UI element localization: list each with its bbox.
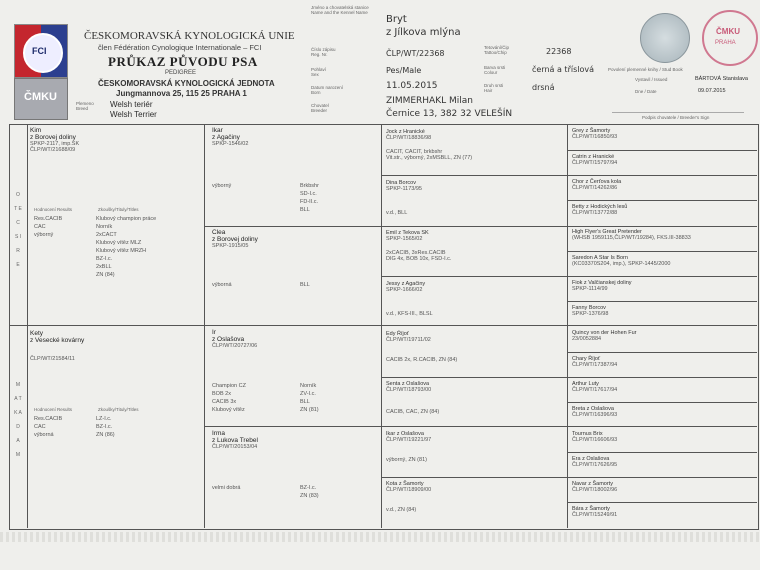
signature-label: Podpis chovatele / Breeder's Sign	[642, 115, 710, 120]
gen2-sire-sire-col2: Brkbshr SD-I.c. FD-II.c. BLL	[300, 183, 319, 213]
breeder-address: Černice 13, 382 32 VELEŠÍN	[386, 109, 513, 119]
gen3-6: Senta z Oslašova ČLP/WT/18793/00 CACIB, CAC, ZN (84)	[386, 381, 440, 415]
gen4-6: Saredon A Star Is Born (KC03370S204, imp.), SPKP-1445/2000	[572, 255, 671, 267]
gen4-8: Fanny Borcov SPKP-1376/98	[572, 305, 609, 317]
sire-side-label: O T E C S I R E	[14, 192, 22, 268]
signature-line	[612, 112, 744, 113]
gen2-sire-sire-col1: výborný	[212, 183, 232, 189]
gen2-dam-dam-col2: BZ-I.c. ZN (83)	[300, 485, 319, 499]
breed-cz: Welsh teriér	[110, 100, 153, 109]
pedigree-table	[9, 124, 759, 530]
gen4-14: Era z Oslašova ČLP/WT/17626/95	[572, 456, 618, 468]
gen4-12: Breta z Oslašova ČLP/WT/16396/93	[572, 406, 618, 418]
doc-title: PRŮKAZ PŮVODU PSA	[108, 54, 258, 69]
club-name: ČESKOMORAVSKÁ KYNOLOGICKÁ JEDNOTA	[98, 79, 275, 88]
gen4-3: Chor z Čerťova kola ČLP/WT/14262/86	[572, 179, 622, 191]
dog-tattoo: 22368	[546, 47, 572, 56]
fci-logo-text: FCI	[32, 46, 47, 56]
breed-label: Plemeno Breed	[76, 101, 94, 111]
born-label: Datum narození Born	[311, 85, 344, 95]
breeder-label: Chovatel Breeder	[311, 103, 329, 113]
gen3-7: Ikar z Oslašova ČLP/WT/19221/97 výborný, ZN (81)	[386, 431, 432, 463]
gen2-dam-dam: Irma z Lukova Trebel ČLP/WT/20153/04	[212, 430, 258, 450]
gen3-5: Edy Říjoť ČLP/WT/19711/02 CACIB 2x, R.CACIB, ZN (84)	[386, 331, 458, 363]
doc-subtitle: PEDIGREE	[165, 70, 197, 76]
club-address: Jungmannova 25, 115 25 PRAHA 1	[116, 89, 247, 98]
gen2-dam-sire: Ir z Oslašova ČLP/WT/20727/06	[212, 329, 258, 349]
gen1-sire-col2: Klubový champion práce Norník 2xCACT Klubový vítěz MLZ Klubový vítěz MRZH BZ-I.c. 2xBLL ZN (84)	[96, 216, 157, 278]
studbook-label: Povolení plemenné knihy / Stud Book	[608, 67, 683, 72]
dam-side-label: M A T K A D A M	[14, 382, 22, 458]
gen3-1: Jock z Hranické ČLP/WT/18836/98 CACIT, CACIT, brkbshr Vit.str., výborný, 2xMSBLL, ZN (77)	[386, 129, 473, 161]
gen1-dam-exams-label: Zkoušky/Tituly/Titles	[98, 407, 139, 412]
hologram-seal	[640, 13, 690, 63]
colour-label: Barva srsti Colour	[484, 65, 506, 75]
dog-colour: černá a tříslová	[532, 65, 594, 74]
gen2-sire-dam: Clea z Borovej doliny SPKP-1915/05	[212, 229, 258, 249]
dog-name: Bryt	[386, 14, 407, 25]
issue-date-label: Dne / Date	[635, 89, 657, 94]
gen4-11: Arthur Luty ČLP/WT/17617/94	[572, 381, 618, 393]
gen2-sire-dam-col2: BLL	[300, 282, 310, 288]
gen2-sire-dam-col1: výborná	[212, 282, 232, 288]
gen3-3: Emil z Tekova SK SPKP-1565/02 2xCACIB, 3xRes.CACIB DIG 4x, BOB 10x, FSD-I.c.	[386, 230, 452, 262]
gen4-13: Tournus Brix ČLP/WT/16606/93	[572, 431, 618, 443]
gen1-dam: Kety z Vesecké kovárny ČLP/WT/21584/11	[30, 330, 85, 362]
stamp-text: ČMKU	[716, 27, 740, 36]
issued-by-label: Vystavil / Issued	[635, 77, 668, 82]
cmku-logo-text: ČMKU	[24, 91, 57, 103]
dog-sex: Pes/Male	[386, 66, 422, 75]
dog-kennel: z Jílkova mlýna	[386, 27, 461, 38]
org-name: ČESKOMORAVSKÁ KYNOLOGICKÁ UNIE	[84, 30, 295, 42]
gen4-9: Quincy von der Hohen Fur 23/0052884	[572, 330, 637, 342]
stamp-text-2: PRAHA	[715, 40, 736, 46]
hair-label: Druh srsti Hair	[484, 83, 504, 93]
gen3-2: Dina Borcov SPKP-1173/95 v.d., BLL	[386, 180, 422, 216]
gen1-dam-ratings-label: Hodnocení Results	[34, 407, 73, 412]
gen1-sire-ratings-label: Hodnocení Results	[34, 207, 73, 212]
dog-hair: drsná	[532, 83, 555, 92]
breeder-name: ZIMMERHAKL Milan	[386, 96, 473, 106]
cmku-logo	[14, 78, 68, 120]
dog-born: 11.05.2015	[386, 81, 438, 91]
gen4-2: Catrin z Hranické ČLP/WT/15797/94	[572, 154, 618, 166]
gen1-sire-exams-label: Zkoušky/Tituly/Titles	[98, 207, 139, 212]
gen4-7: Fiok z Valčianskej doliny SPKP-1114/99	[572, 280, 632, 292]
gen1-dam-col2: LZ-I.c. BZ-I.c. ZN (86)	[96, 416, 115, 438]
official-stamp	[702, 10, 758, 66]
gen2-sire-sire: Ikar z Agačiny SPKP-1546/02	[212, 127, 249, 147]
gen2-dam-sire-col2: Norník ZV-I.c. BLL ZN (81)	[300, 383, 319, 413]
bottom-border-pattern	[0, 532, 760, 542]
gen1-sire: Kim z Borovej doliny SPKP-2117, imp.SK ČLP/WT/21688/09	[30, 127, 80, 153]
gen4-15: Navar z Šamorty ČLP/WT/18002/96	[572, 481, 618, 493]
gen3-8: Kota z Šamorty ČLP/WT/18909/00 v.d., ZN (84)	[386, 481, 432, 513]
gen2-dam-dam-col1: velmi dobrá	[212, 485, 241, 491]
fci-logo	[14, 24, 68, 78]
sex-label: Pohlaví Sex	[311, 67, 327, 77]
breed-en: Welsh Terrier	[110, 110, 157, 119]
issue-date: 09.07.2015	[698, 88, 726, 94]
gen3-4: Jessy z Agačiny SPKP-1666/02 v.d., KFS-III., BLSL	[386, 281, 433, 317]
gen4-4: Betty z Hodických lesů ČLP/WT/13772/88	[572, 204, 628, 216]
gen1-sire-col1: Res.CACIB CAC výborný	[34, 216, 63, 238]
gen4-5: High Flyer's Great Pretender (WHSB 1959115,ČLP/WT/19284), FKS.III-38833	[572, 229, 691, 241]
name-label: Jméno a chovatelská stanice Name and the Kennel Name	[311, 5, 369, 15]
gen1-dam-col1: Res.CACIB CAC výborná	[34, 416, 63, 438]
issued-by: BÁRTOVÁ Stanislava	[695, 76, 748, 82]
tattoo-label: Tetování/Čip Tattoo/Chip	[484, 45, 510, 55]
gen4-1: Grey z Šamorty ČLP/WT/16850/93	[572, 128, 618, 140]
fci-membership: člen Fédération Cynologique Internationale – FCI	[98, 43, 262, 52]
dog-reg: ČLP/WT/22368	[386, 49, 445, 58]
gen4-16: Bára z Šamorty ČLP/WT/15249/91	[572, 506, 618, 518]
gen4-10: Chary Říjoť ČLP/WT/17387/94	[572, 356, 618, 368]
gen2-dam-sire-col1: Champion CZ BOB 2x CACIB 3x Klubový vítěz	[212, 383, 246, 413]
reg-label: Číslo zápisu Reg. Nr.	[311, 47, 336, 57]
